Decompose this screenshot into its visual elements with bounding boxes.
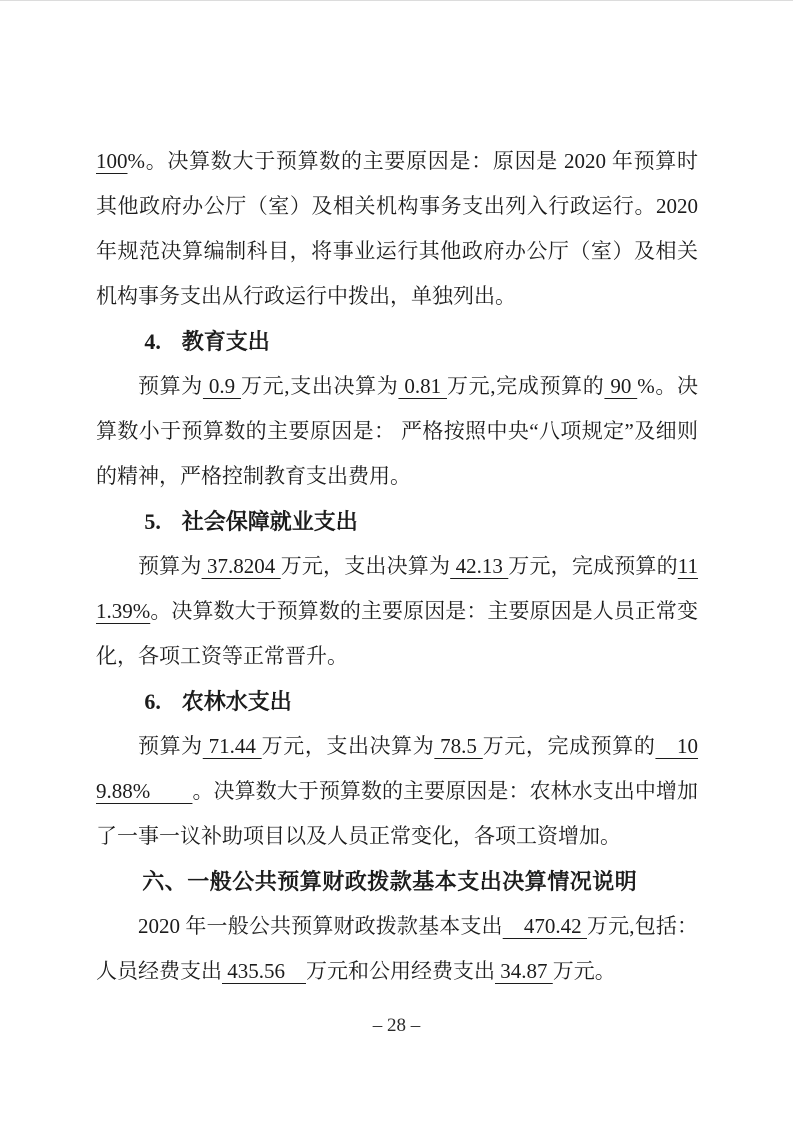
heading-item-5-social-security (96, 499, 698, 544)
underlined-value: 0.9 (202, 374, 241, 398)
underlined-value: 435.56 (222, 959, 306, 983)
text-run: 万元，完成预算的 (508, 554, 678, 578)
para-education-detail (96, 364, 698, 499)
heading-title: 一般公共预算财政拨款基本支出决算情况说明 (187, 869, 638, 894)
page-number: – 28 – (372, 1015, 421, 1036)
underlined-value: 78.5 (434, 734, 483, 758)
text-run: 2020 年一般公共预算财政拨款基本支出 (138, 914, 503, 938)
text-run: 。决算数大于预算数的主要原因是：主要原因是人员正常变化，各项工资等正常晋升。 (96, 599, 698, 668)
para-agriculture-forestry-water-detail (96, 724, 698, 859)
underlined-value: 90 (604, 374, 638, 398)
text-run: 万元和公用经费支出 (306, 959, 495, 983)
underlined-value: 34.87 (495, 959, 553, 983)
underlined-value: 100 (96, 149, 128, 173)
heading-number: 六、 (142, 869, 188, 894)
heading-number: 6. (144, 689, 161, 714)
text-run: 预算为 (138, 554, 202, 578)
heading-number: 4. (144, 329, 161, 354)
text-run: 万元,完成预算的 (446, 374, 605, 398)
underlined-value: 42.13 (450, 554, 509, 578)
para-basic-expenditure-detail (96, 904, 698, 994)
underlined-value: 470.42 (502, 914, 587, 938)
heading-item-4-education (96, 319, 698, 364)
para-social-security-detail (96, 544, 698, 679)
heading-title: 农林水支出 (181, 689, 292, 714)
document-content (96, 139, 698, 994)
heading-item-6-agriculture-forestry-water (96, 679, 698, 724)
text-run: %。决算数大于预算数的主要原因是：原因是 2020 年预算时其他政府办公厅（室）及相关机构事务支出列入行政运行。2020 年规范决算编制科目，将事业运行其他政府办公厅（室）及相关机构事务支出从行政运行中拨出，单独列出。 (96, 149, 698, 308)
underlined-value: 111.39% (96, 554, 699, 623)
text-run: 万元，支出决算为 (280, 554, 451, 578)
text-run: 万元,支出决算为 (241, 374, 399, 398)
text-run: 预算为 (138, 734, 203, 758)
underlined-value: 0.81 (398, 374, 447, 398)
text-run: 万元。 (552, 959, 616, 983)
underlined-value: 109.88% (96, 734, 699, 803)
text-run: 。决算数大于预算数的主要原因是：农林水支出中增加了一事一议补助项目以及人员正常变化，各项工资增加。 (96, 779, 698, 848)
heading-title: 社会保障就业支出 (181, 509, 358, 534)
heading-number: 5. (144, 509, 161, 534)
underlined-value: 71.44 (202, 734, 262, 758)
heading-title: 教育支出 (181, 329, 270, 354)
para-prev-section-continuation (96, 139, 698, 319)
underlined-value: 37.8204 (201, 554, 281, 578)
text-run: 万元,包括：人员经费支出 (96, 914, 699, 983)
text-run: 预算为 (138, 374, 203, 398)
text-run: %。决算数小于预算数的主要原因是： 严格按照中央“八项规定”及细则的精神，严格控制教育支出费用。 (96, 374, 699, 488)
text-run: 万元，完成预算的 (482, 734, 656, 758)
heading-section-6-basic-expenditure (96, 859, 698, 904)
text-run: 万元，支出决算为 (261, 734, 435, 758)
page-footer (0, 1015, 793, 1037)
